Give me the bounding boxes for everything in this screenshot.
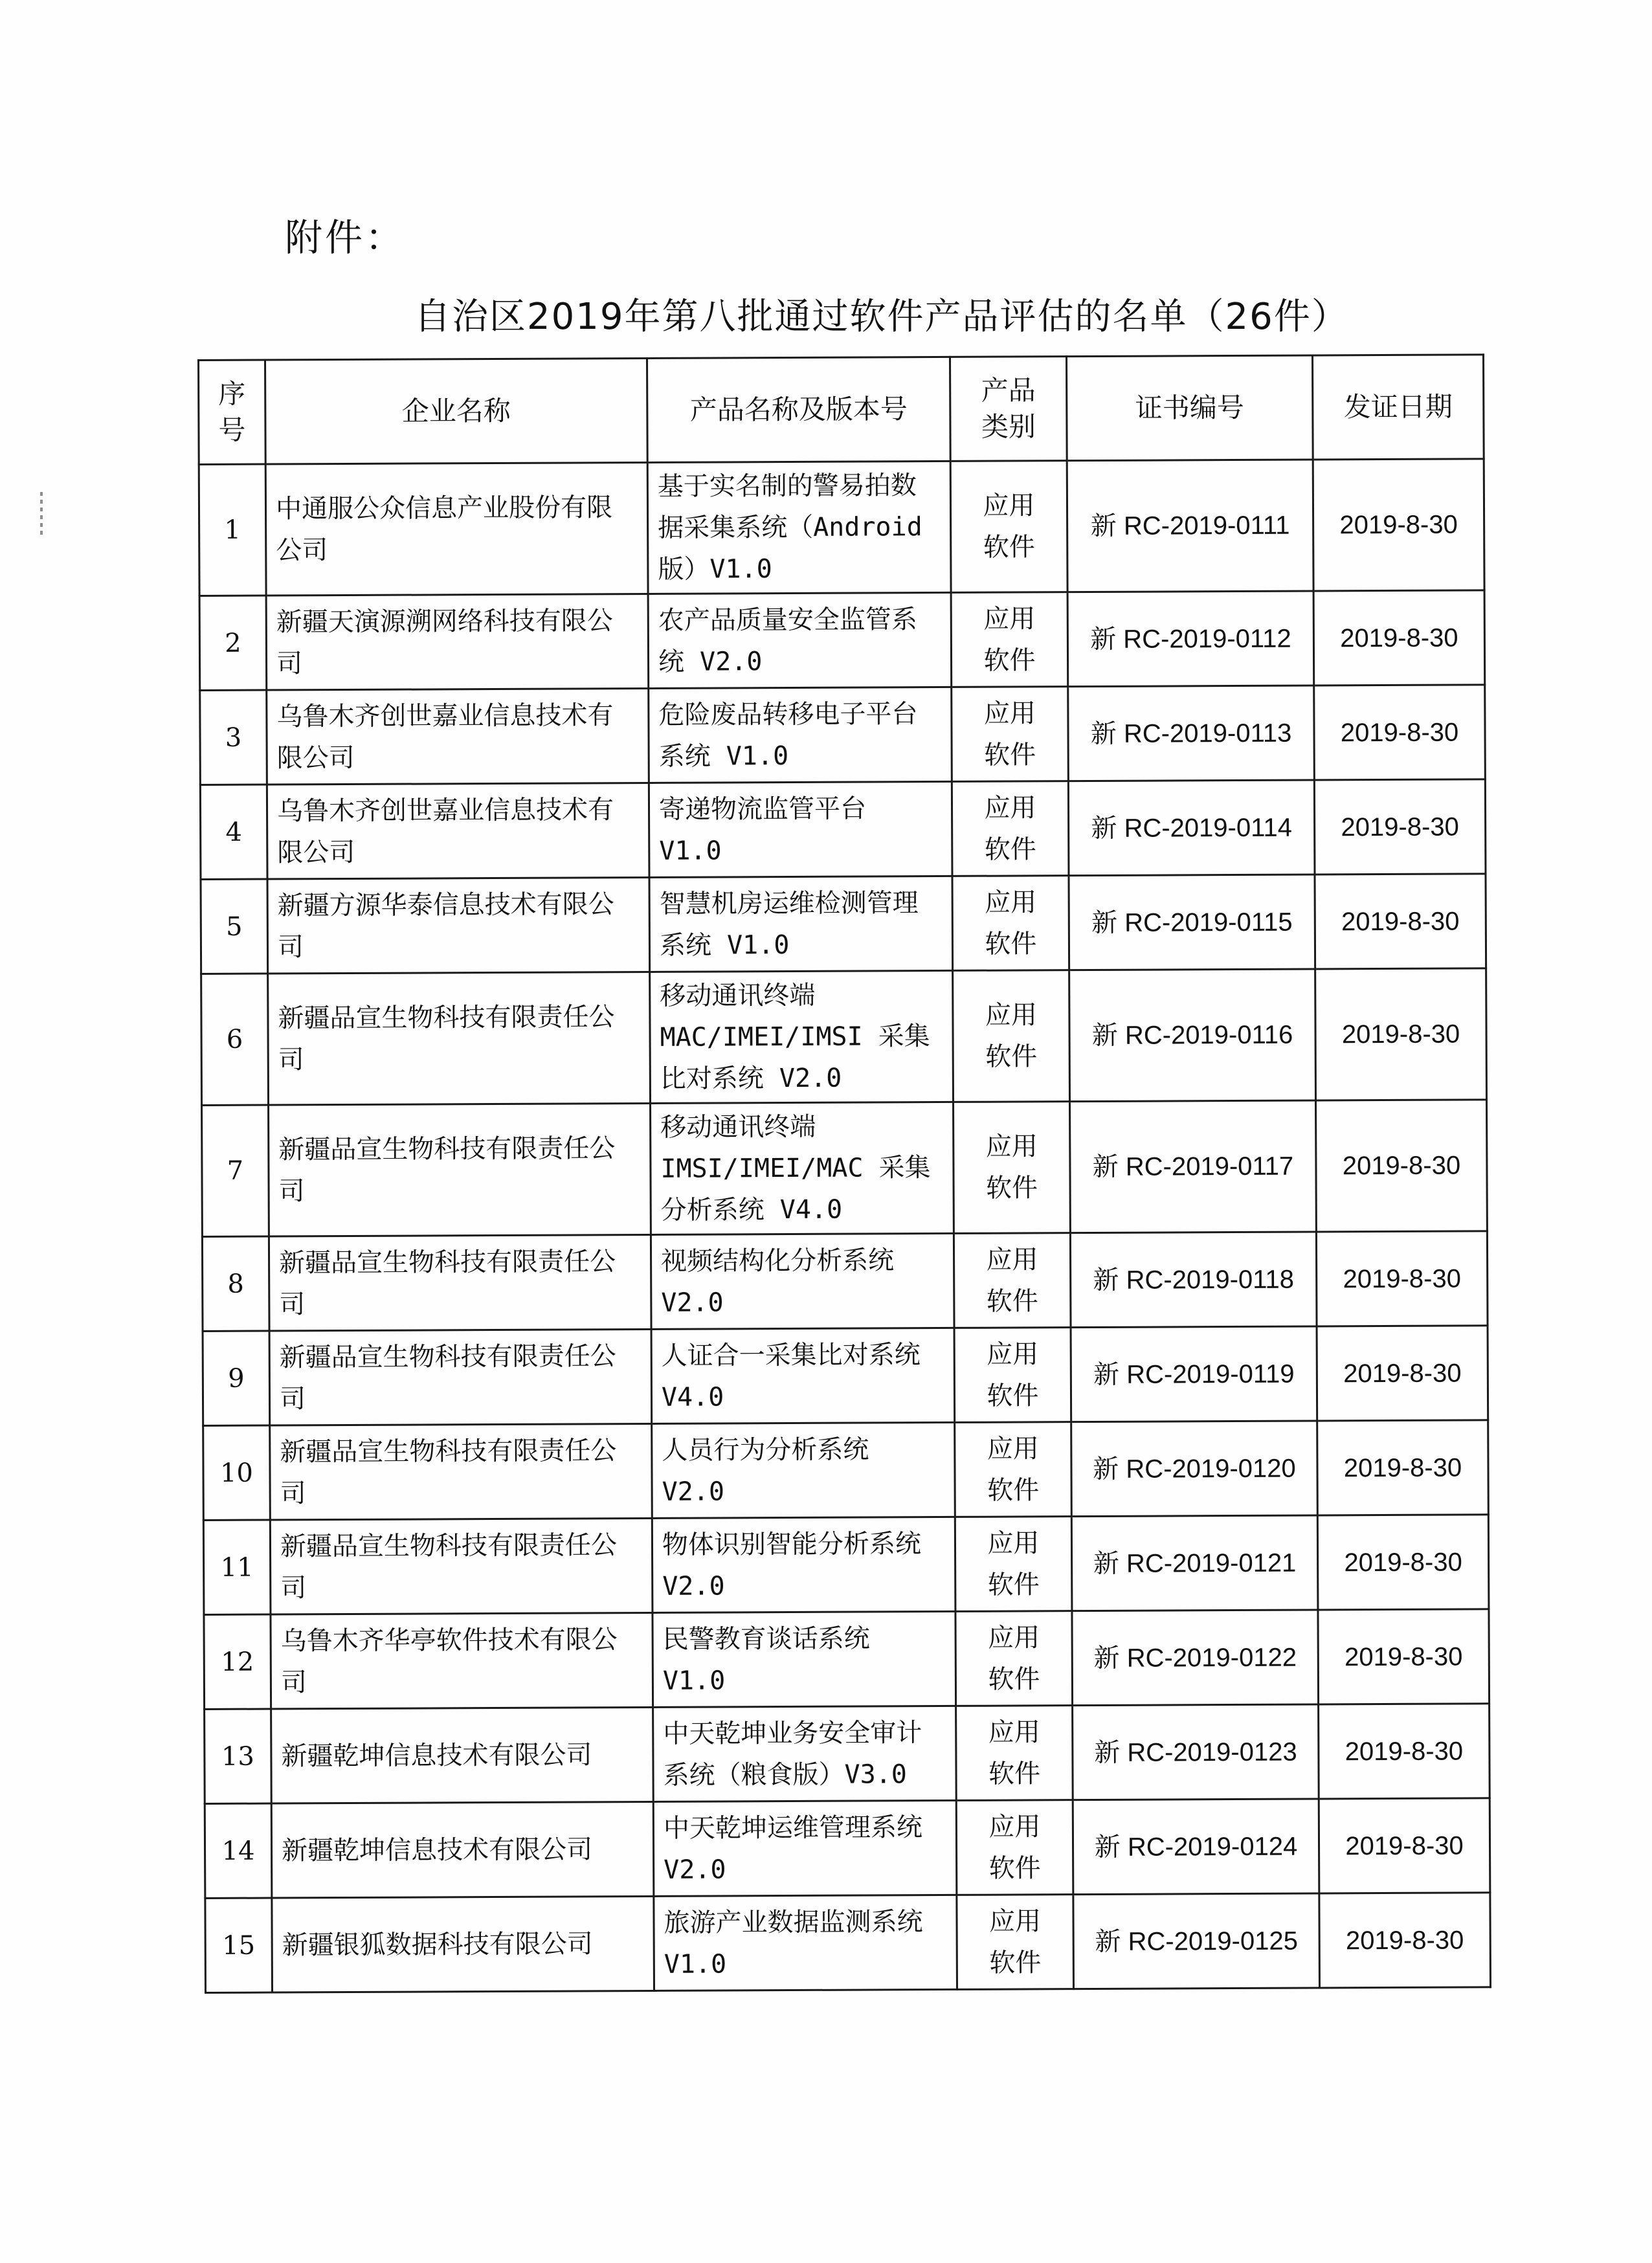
cell-product-category: 应用 软件 (955, 1517, 1072, 1612)
cell-company-name: 新疆品宣生物科技有限责任公司 (270, 1518, 653, 1614)
cell-certificate-number: 新 RC-2019-0115 (1069, 875, 1315, 970)
cell-certificate-number: 新 RC-2019-0121 (1071, 1515, 1318, 1611)
table-row (205, 1798, 1490, 1899)
cell-certificate-number: 新 RC-2019-0123 (1073, 1704, 1319, 1800)
cell-certificate-number: 新 RC-2019-0124 (1073, 1799, 1319, 1895)
table-row (201, 968, 1487, 1106)
cell-serial-number: 9 (203, 1331, 270, 1425)
table-row (203, 1515, 1489, 1615)
cell-product-name: 危险废品转移电子平台系统 V1.0 (649, 687, 952, 783)
cell-product-name: 视频结构化分析系统 V2.0 (651, 1233, 954, 1329)
table-row (200, 685, 1486, 785)
cell-certificate-number: 新 RC-2019-0112 (1067, 591, 1314, 687)
cell-issue-date: 2019-8-30 (1318, 1609, 1490, 1704)
cell-issue-date: 2019-8-30 (1317, 1515, 1489, 1610)
table-row (202, 1231, 1488, 1332)
cell-company-name: 新疆品宣生物科技有限责任公司 (268, 972, 651, 1105)
table-row (205, 1704, 1490, 1804)
cell-issue-date: 2019-8-30 (1313, 590, 1485, 686)
cell-product-category: 应用 软件 (952, 687, 1069, 782)
cell-product-name: 中天乾坤运维管理系统 V2.0 (653, 1800, 957, 1896)
cell-product-name: 智慧机房运维检测管理系统 V1.0 (649, 876, 953, 972)
cell-product-category: 应用 软件 (956, 1800, 1073, 1895)
cell-product-category: 应用 软件 (951, 592, 1068, 687)
cell-company-name: 新疆方源华泰信息技术有限公司 (267, 877, 650, 974)
table-row (201, 874, 1486, 974)
cell-company-name: 新疆品宣生物科技有限责任公司 (269, 1329, 652, 1425)
cell-company-name: 中通服公众信息产业股份有限公司 (265, 462, 648, 596)
cell-company-name: 乌鲁木齐华亭软件技术有限公司 (271, 1612, 653, 1709)
cell-serial-number: 15 (205, 1898, 273, 1992)
cell-company-name: 新疆乾坤信息技术有限公司 (271, 1707, 654, 1803)
cell-certificate-number: 新 RC-2019-0120 (1071, 1421, 1318, 1517)
table-row (204, 1609, 1490, 1710)
document-title: 自治区2019年第八批通过软件产品评估的名单（26件） (414, 296, 1349, 338)
cell-company-name: 乌鲁木齐创世嘉业信息技术有限公司 (267, 688, 649, 785)
cell-product-name: 中天乾坤业务安全审计系统（粮食版）V3.0 (653, 1706, 957, 1801)
header-product-category: 产品 类别 (950, 357, 1067, 462)
cell-certificate-number: 新 RC-2019-0111 (1067, 460, 1313, 592)
cell-company-name: 乌鲁木齐创世嘉业信息技术有限公司 (267, 783, 649, 879)
cell-certificate-number: 新 RC-2019-0117 (1070, 1100, 1317, 1233)
cell-company-name: 新疆品宣生物科技有限责任公司 (269, 1103, 651, 1236)
cell-product-category: 应用 软件 (954, 1328, 1071, 1423)
table-row (200, 779, 1486, 880)
cell-serial-number: 6 (201, 974, 269, 1105)
cell-product-name: 基于实名制的警易拍数据采集系统（Android版）V1.0 (647, 461, 951, 594)
cell-product-category: 应用 软件 (950, 461, 1067, 593)
cell-issue-date: 2019-8-30 (1317, 1420, 1489, 1515)
cell-company-name: 新疆品宣生物科技有限责任公司 (270, 1423, 653, 1520)
cell-product-category: 应用 软件 (954, 1102, 1071, 1234)
cell-serial-number: 4 (200, 785, 267, 879)
cell-company-name: 新疆品宣生物科技有限责任公司 (269, 1234, 651, 1331)
cell-issue-date: 2019-8-30 (1315, 968, 1487, 1100)
cell-serial-number: 7 (202, 1105, 269, 1236)
cell-issue-date: 2019-8-30 (1319, 1704, 1490, 1799)
table-header-row (199, 355, 1484, 465)
cell-issue-date: 2019-8-30 (1316, 1231, 1488, 1326)
cell-issue-date: 2019-8-30 (1317, 1326, 1488, 1421)
cell-product-name: 人员行为分析系统 V2.0 (652, 1422, 955, 1518)
cell-serial-number: 1 (199, 464, 266, 596)
cell-product-category: 应用 软件 (956, 1706, 1073, 1801)
cell-product-category: 应用 软件 (952, 876, 1069, 971)
header-product-name-version: 产品名称及版本号 (647, 357, 950, 462)
header-serial-number: 序 号 (199, 360, 266, 464)
cell-product-category: 应用 软件 (953, 970, 1070, 1102)
cell-serial-number: 13 (205, 1709, 272, 1803)
header-issue-date: 发证日期 (1312, 355, 1484, 460)
cell-product-name: 物体识别智能分析系统 V2.0 (652, 1517, 955, 1612)
software-evaluation-table (197, 353, 1491, 1994)
cell-issue-date: 2019-8-30 (1314, 779, 1486, 875)
cell-product-name: 移动通讯终端IMSI/IMEI/MAC 采集分析系统 V4.0 (651, 1102, 954, 1234)
cell-company-name: 新疆银狐数据科技有限公司 (272, 1896, 654, 1992)
table-row (205, 1893, 1491, 1993)
cell-issue-date: 2019-8-30 (1313, 459, 1484, 591)
table-row (199, 459, 1484, 596)
cell-serial-number: 14 (205, 1803, 272, 1898)
header-company-name: 企业名称 (265, 358, 648, 464)
table-row (199, 590, 1485, 691)
cell-serial-number: 10 (203, 1425, 271, 1520)
cell-product-name: 旅游产业数据监测系统 V1.0 (654, 1895, 957, 1990)
cell-certificate-number: 新 RC-2019-0119 (1071, 1326, 1317, 1422)
cell-product-name: 寄递物流监管平台 V1.0 (649, 781, 952, 877)
cell-product-name: 农产品质量安全监管系统 V2.0 (648, 592, 952, 688)
cell-product-name: 人证合一采集比对系统 V4.0 (651, 1328, 955, 1423)
table-row (203, 1326, 1488, 1426)
attachment-label: 附件： (285, 216, 406, 260)
cell-serial-number: 3 (200, 690, 267, 785)
cell-serial-number: 11 (203, 1520, 271, 1614)
cell-certificate-number: 新 RC-2019-0113 (1068, 686, 1315, 781)
cell-certificate-number: 新 RC-2019-0122 (1072, 1610, 1319, 1706)
cell-issue-date: 2019-8-30 (1314, 685, 1486, 780)
cell-product-category: 应用 软件 (955, 1611, 1073, 1706)
cell-certificate-number: 新 RC-2019-0116 (1069, 969, 1316, 1102)
cell-company-name: 新疆乾坤信息技术有限公司 (271, 1801, 654, 1898)
cell-serial-number: 12 (204, 1614, 271, 1709)
cell-product-category: 应用 软件 (954, 1233, 1071, 1328)
cell-issue-date: 2019-8-30 (1319, 1893, 1491, 1988)
cell-serial-number: 5 (201, 879, 268, 974)
cell-issue-date: 2019-8-30 (1316, 1100, 1488, 1232)
cell-issue-date: 2019-8-30 (1319, 1798, 1490, 1893)
cell-serial-number: 8 (202, 1236, 269, 1331)
cell-product-name: 移动通讯终端MAC/IMEI/IMSI 采集比对系统 V2.0 (650, 970, 954, 1103)
cell-product-category: 应用 软件 (957, 1895, 1074, 1990)
table-row (202, 1100, 1488, 1237)
scan-artifact (40, 492, 43, 537)
cell-certificate-number: 新 RC-2019-0114 (1068, 780, 1315, 876)
cell-product-category: 应用 软件 (955, 1422, 1072, 1517)
cell-serial-number: 2 (199, 596, 267, 690)
cell-product-name: 民警教育谈话系统 V1.0 (653, 1611, 956, 1707)
cell-company-name: 新疆天演源溯网络科技有限公司 (266, 594, 649, 690)
header-certificate-number: 证书编号 (1066, 355, 1313, 461)
table-row (203, 1420, 1489, 1521)
cell-product-category: 应用 软件 (952, 781, 1069, 876)
cell-issue-date: 2019-8-30 (1315, 874, 1486, 969)
cell-certificate-number: 新 RC-2019-0125 (1073, 1893, 1320, 1989)
cell-certificate-number: 新 RC-2019-0118 (1070, 1232, 1317, 1328)
